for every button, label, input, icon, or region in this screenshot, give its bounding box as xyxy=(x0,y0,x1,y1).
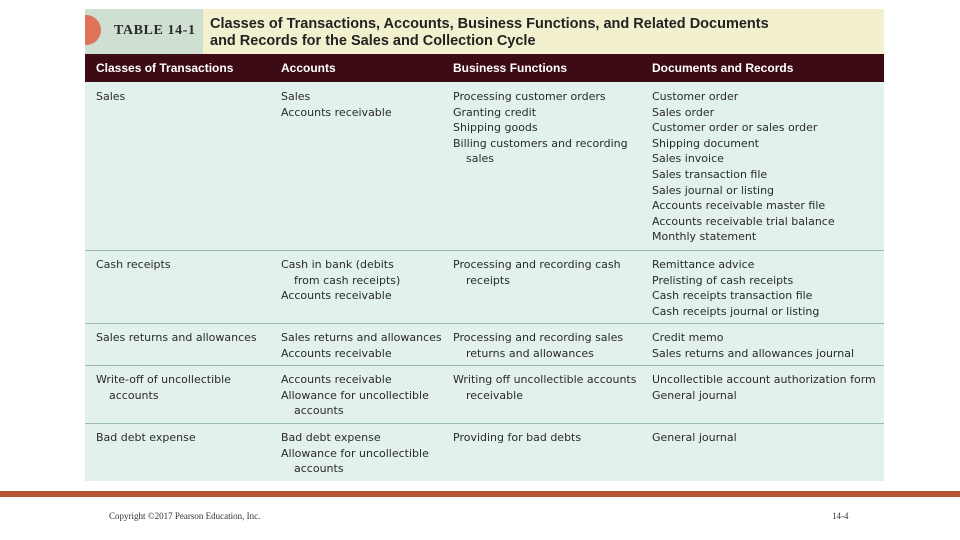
cell-line: Accounts receivable xyxy=(281,373,392,386)
cell-line: Allowance for uncollectible xyxy=(281,446,429,460)
row-divider xyxy=(85,323,884,324)
documents-cell xyxy=(652,89,835,245)
table-header-row xyxy=(85,54,884,82)
table-title-line-1: Classes of Transactions, Accounts, Business Functions, and Related Documents xyxy=(210,16,769,32)
cell-line: Shipping document xyxy=(652,136,759,150)
table-title xyxy=(210,16,875,50)
cell-line: Monthly statement xyxy=(652,230,757,244)
cell-line: Bad debt expense xyxy=(96,431,196,444)
functions-cell xyxy=(453,430,581,446)
accounts-cell xyxy=(281,89,392,120)
cell-line: Cash receipts xyxy=(96,258,171,271)
cell-line: returns and allowances xyxy=(466,346,594,360)
documents-cell xyxy=(652,430,737,446)
functions-cell xyxy=(453,330,623,361)
header-classes: Classes of Transactions xyxy=(96,61,234,75)
class-cell xyxy=(96,257,171,273)
cell-line: Sales returns and allowances xyxy=(281,331,442,344)
cell-line: Credit memo xyxy=(652,331,724,344)
documents-cell xyxy=(652,330,854,361)
class-cell xyxy=(96,89,125,105)
cell-line: Sales transaction file xyxy=(652,167,768,181)
cell-line: Accounts receivable xyxy=(281,289,392,303)
cell-line: Accounts receivable xyxy=(281,105,392,119)
cell-line: Processing and recording sales xyxy=(453,331,624,344)
cell-line: Write-off of uncollectible xyxy=(96,373,231,386)
page-number: 14-4 xyxy=(832,511,849,521)
cell-line: receivable xyxy=(466,388,523,402)
cell-line: Providing for bad debts xyxy=(453,431,582,444)
cell-line: Sales order xyxy=(652,105,715,119)
cell-line: Granting credit xyxy=(453,105,537,119)
cell-line: Bad debt expense xyxy=(281,431,381,444)
functions-cell xyxy=(453,372,636,403)
accounts-cell xyxy=(281,430,429,477)
cell-line: Sales returns and allowances journal xyxy=(652,346,855,360)
cell-line: Remittance advice xyxy=(652,258,755,271)
accounts-cell xyxy=(281,372,429,419)
footer-bar xyxy=(0,491,960,497)
cell-line: accounts xyxy=(294,404,344,418)
cell-line: accounts xyxy=(109,388,159,402)
cell-line: Processing and recording cash xyxy=(453,258,621,271)
cell-line: Cash receipts transaction file xyxy=(652,289,813,303)
cell-line: Billing customers and recording xyxy=(453,136,628,150)
cell-line: Customer order or sales order xyxy=(652,121,818,135)
cell-line: Sales journal or listing xyxy=(652,183,775,197)
documents-cell xyxy=(652,372,876,403)
cell-line: Processing customer orders xyxy=(453,90,606,103)
class-cell xyxy=(96,372,231,403)
table-label-tab xyxy=(85,9,203,54)
class-cell xyxy=(96,430,196,446)
row-divider xyxy=(85,365,884,366)
class-cell xyxy=(96,330,257,346)
cell-line: Sales returns and allowances xyxy=(96,331,257,344)
cell-line: receipts xyxy=(466,273,510,287)
cell-line: Cash in bank (debits xyxy=(281,258,394,271)
row-divider xyxy=(85,250,884,251)
row-divider xyxy=(85,423,884,424)
cell-line: Shipping goods xyxy=(453,121,538,135)
cell-line: from cash receipts) xyxy=(294,273,401,287)
cell-line: General journal xyxy=(652,431,737,444)
functions-cell xyxy=(453,89,628,167)
documents-cell xyxy=(652,257,819,319)
cell-line: accounts xyxy=(294,462,344,476)
cell-line: Sales xyxy=(281,90,311,103)
cell-line: Accounts receivable trial balance xyxy=(652,214,835,228)
table-title-line-2: and Records for the Sales and Collection Cycle xyxy=(210,33,536,49)
cell-line: Prelisting of cash receipts xyxy=(652,273,794,287)
tab-accent-shape xyxy=(85,15,101,45)
cell-line: Accounts receivable master file xyxy=(652,199,826,213)
table-title-bar xyxy=(85,9,884,54)
cell-line: sales xyxy=(466,152,495,166)
functions-cell xyxy=(453,257,621,288)
header-functions: Business Functions xyxy=(453,61,568,75)
cell-line: Cash receipts journal or listing xyxy=(652,304,820,318)
cell-line: Accounts receivable xyxy=(281,346,392,360)
cell-line: Writing off uncollectible accounts xyxy=(453,373,637,386)
table-label: TABLE 14-1 xyxy=(114,23,196,38)
cell-line: Sales xyxy=(96,90,126,103)
header-accounts: Accounts xyxy=(281,61,336,75)
cell-line: Customer order xyxy=(652,90,739,103)
accounts-cell xyxy=(281,330,442,361)
cell-line: Sales invoice xyxy=(652,152,724,166)
cell-line: Uncollectible account authorization form xyxy=(652,373,876,386)
cell-line: General journal xyxy=(652,388,737,402)
header-documents: Documents and Records xyxy=(652,61,794,75)
cell-line: Allowance for uncollectible xyxy=(281,388,429,402)
data-table xyxy=(85,9,884,481)
copyright-text: Copyright ©2017 Pearson Education, Inc. xyxy=(109,511,261,521)
accounts-cell xyxy=(281,257,400,304)
